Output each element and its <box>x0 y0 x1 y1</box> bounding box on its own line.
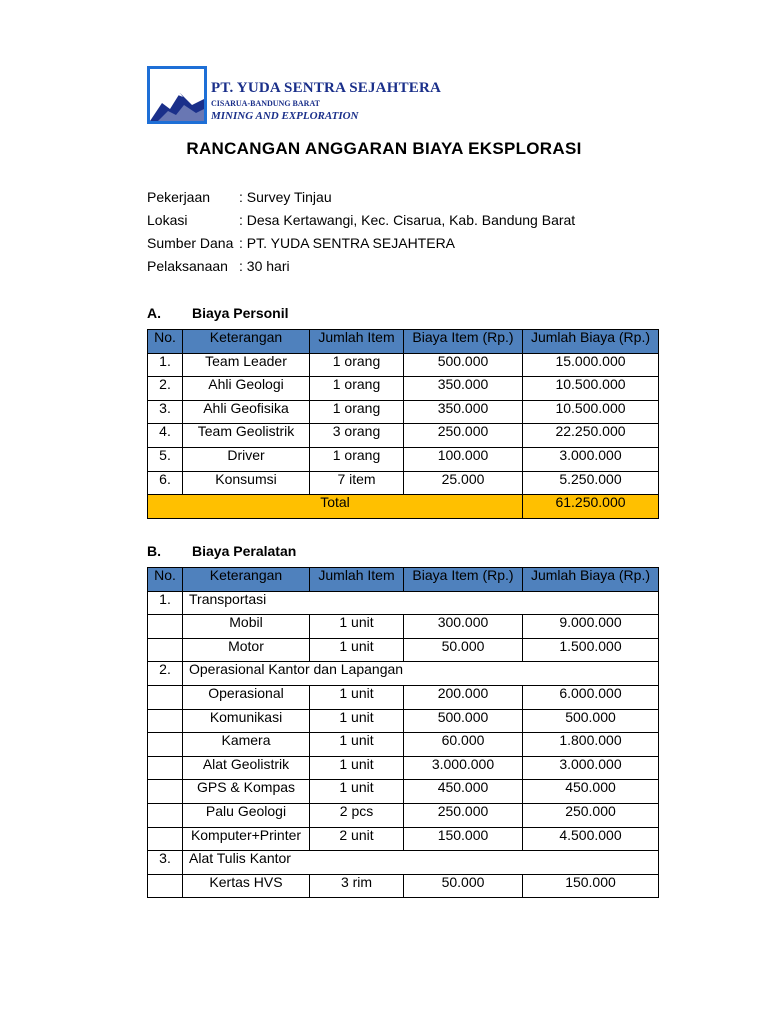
cell-jumlah-item: 1 orang <box>310 377 404 401</box>
group-label: Alat Tulis Kantor <box>183 851 659 875</box>
cell-jumlah-biaya: 150.000 <box>523 874 659 898</box>
group-row <box>148 591 659 615</box>
info-value: : PT. YUDA SENTRA SEJAHTERA <box>239 235 456 251</box>
cell-biaya-item: 3.000.000 <box>404 756 523 780</box>
cell-biaya-item: 350.000 <box>404 377 523 401</box>
cell-keterangan: Kertas HVS <box>183 874 310 898</box>
section-b-heading <box>147 543 296 559</box>
info-row-sumber-dana <box>147 235 575 258</box>
cell-no <box>148 709 183 733</box>
cell-jumlah-biaya: 500.000 <box>523 709 659 733</box>
cell-jumlah-item: 3 orang <box>310 424 404 448</box>
cell-no: 5. <box>148 447 183 471</box>
header-cell: Keterangan <box>183 330 310 354</box>
table-row <box>148 874 659 898</box>
group-row <box>148 851 659 875</box>
cell-no <box>148 615 183 639</box>
cell-keterangan: Kamera <box>183 733 310 757</box>
info-label: Sumber Dana <box>147 235 234 251</box>
section-title: Biaya Personil <box>192 305 289 321</box>
cell-jumlah-item: 1 orang <box>310 400 404 424</box>
cell-jumlah-biaya: 5.250.000 <box>523 471 659 495</box>
table-row <box>148 780 659 804</box>
table-row <box>148 615 659 639</box>
cell-biaya-item: 500.000 <box>404 353 523 377</box>
cell-biaya-item: 50.000 <box>404 874 523 898</box>
total-value: 61.250.000 <box>523 495 659 519</box>
cell-jumlah-item: 1 orang <box>310 353 404 377</box>
cell-keterangan: Ahli Geofisika <box>183 400 310 424</box>
cell-keterangan: GPS & Kompas <box>183 780 310 804</box>
cell-keterangan: Konsumsi <box>183 471 310 495</box>
table-row <box>148 400 659 424</box>
cell-jumlah-biaya: 9.000.000 <box>523 615 659 639</box>
cell-biaya-item: 60.000 <box>404 733 523 757</box>
cell-keterangan: Alat Geolistrik <box>183 756 310 780</box>
cell-jumlah-item: 2 unit <box>310 827 404 851</box>
cell-jumlah-biaya: 1.800.000 <box>523 733 659 757</box>
table-row <box>148 447 659 471</box>
info-label: Pelaksanaan <box>147 258 228 274</box>
equipment-cost-table <box>147 567 659 898</box>
company-location: CISARUA-BANDUNG BARAT <box>211 99 320 108</box>
header-cell: Jumlah Biaya (Rp.) <box>523 568 659 592</box>
cell-biaya-item: 150.000 <box>404 827 523 851</box>
cell-keterangan: Team Geolistrik <box>183 424 310 448</box>
cell-no <box>148 827 183 851</box>
cell-biaya-item: 300.000 <box>404 615 523 639</box>
cell-jumlah-item: 1 unit <box>310 638 404 662</box>
header-cell: Jumlah Biaya (Rp.) <box>523 330 659 354</box>
cell-keterangan: Team Leader <box>183 353 310 377</box>
info-value: : 30 hari <box>239 258 290 274</box>
table-row <box>148 685 659 709</box>
cell-biaya-item: 350.000 <box>404 400 523 424</box>
header-cell: Jumlah Item <box>310 330 404 354</box>
header-cell: No. <box>148 330 183 354</box>
cell-biaya-item: 500.000 <box>404 709 523 733</box>
table-row <box>148 353 659 377</box>
table-header-row <box>148 568 659 592</box>
header-cell: No. <box>148 568 183 592</box>
cell-no <box>148 780 183 804</box>
cell-no <box>148 685 183 709</box>
header-cell: Biaya Item (Rp.) <box>404 330 523 354</box>
table-row <box>148 424 659 448</box>
cell-no: 6. <box>148 471 183 495</box>
cell-keterangan: Driver <box>183 447 310 471</box>
group-label: Transportasi <box>183 591 659 615</box>
cell-no: 4. <box>148 424 183 448</box>
cell-jumlah-biaya: 22.250.000 <box>523 424 659 448</box>
table-row <box>148 827 659 851</box>
cell-keterangan: Palu Geologi <box>183 803 310 827</box>
info-label: Lokasi <box>147 212 188 228</box>
cell-jumlah-biaya: 4.500.000 <box>523 827 659 851</box>
section-letter: A. <box>147 305 161 321</box>
info-row-lokasi <box>147 212 575 235</box>
cell-no: 3. <box>148 851 183 875</box>
cell-jumlah-biaya: 3.000.000 <box>523 447 659 471</box>
group-label: Operasional Kantor dan Lapangan <box>183 662 659 686</box>
cell-keterangan: Operasional <box>183 685 310 709</box>
cell-jumlah-biaya: 3.000.000 <box>523 756 659 780</box>
personnel-cost-table <box>147 329 659 519</box>
cell-jumlah-item: 1 unit <box>310 756 404 780</box>
group-row <box>148 662 659 686</box>
cell-biaya-item: 50.000 <box>404 638 523 662</box>
cell-jumlah-biaya: 10.500.000 <box>523 377 659 401</box>
table-row <box>148 377 659 401</box>
cell-biaya-item: 200.000 <box>404 685 523 709</box>
table-row <box>148 803 659 827</box>
cell-jumlah-biaya: 15.000.000 <box>523 353 659 377</box>
cell-biaya-item: 25.000 <box>404 471 523 495</box>
total-label: Total <box>148 495 523 519</box>
cell-keterangan: Mobil <box>183 615 310 639</box>
info-row-pelaksanaan <box>147 258 575 281</box>
cell-no <box>148 638 183 662</box>
cell-keterangan: Ahli Geologi <box>183 377 310 401</box>
cell-keterangan: Komputer+Printer <box>183 827 310 851</box>
cell-jumlah-item: 1 unit <box>310 733 404 757</box>
cell-jumlah-item: 1 unit <box>310 615 404 639</box>
table-header-row <box>148 330 659 354</box>
cell-no: 1. <box>148 353 183 377</box>
cell-biaya-item: 450.000 <box>404 780 523 804</box>
cell-jumlah-item: 2 pcs <box>310 803 404 827</box>
cell-jumlah-biaya: 450.000 <box>523 780 659 804</box>
cell-jumlah-item: 7 item <box>310 471 404 495</box>
cell-jumlah-item: 1 unit <box>310 709 404 733</box>
header-cell: Keterangan <box>183 568 310 592</box>
cell-no: 3. <box>148 400 183 424</box>
table-row <box>148 733 659 757</box>
info-label: Pekerjaan <box>147 189 211 205</box>
table-row <box>148 709 659 733</box>
table-row <box>148 638 659 662</box>
cell-jumlah-item: 1 orang <box>310 447 404 471</box>
header-cell: Biaya Item (Rp.) <box>404 568 523 592</box>
cell-no <box>148 756 183 780</box>
cell-jumlah-biaya: 10.500.000 <box>523 400 659 424</box>
cell-jumlah-item: 1 unit <box>310 780 404 804</box>
cell-no <box>148 803 183 827</box>
cell-keterangan: Komunikasi <box>183 709 310 733</box>
cell-jumlah-biaya: 250.000 <box>523 803 659 827</box>
project-info <box>147 189 575 281</box>
cell-jumlah-biaya: 1.500.000 <box>523 638 659 662</box>
company-tagline: MINING AND EXPLORATION <box>211 110 359 122</box>
info-value: : Survey Tinjau <box>239 189 332 205</box>
info-row-pekerjaan <box>147 189 575 212</box>
table-row <box>148 756 659 780</box>
header-cell: Jumlah Item <box>310 568 404 592</box>
cell-biaya-item: 250.000 <box>404 803 523 827</box>
cell-no <box>148 874 183 898</box>
cell-jumlah-item: 1 unit <box>310 685 404 709</box>
table-row <box>148 471 659 495</box>
cell-no: 2. <box>148 377 183 401</box>
cell-keterangan: Motor <box>183 638 310 662</box>
mountain-logo-icon <box>147 66 207 124</box>
company-logo <box>147 66 442 126</box>
cell-no: 1. <box>148 591 183 615</box>
info-value: : Desa Kertawangi, Kec. Cisarua, Kab. Bandung Barat <box>239 212 576 228</box>
section-title: Biaya Peralatan <box>192 543 297 559</box>
cell-jumlah-item: 3 rim <box>310 874 404 898</box>
cell-biaya-item: 100.000 <box>404 447 523 471</box>
total-row <box>148 495 659 519</box>
cell-no: 2. <box>148 662 183 686</box>
section-letter: B. <box>147 543 161 559</box>
section-a-heading <box>147 305 289 321</box>
document-title: RANCANGAN ANGGARAN BIAYA EKSPLORASI <box>186 139 582 158</box>
company-name: PT. YUDA SENTRA SEJAHTERA <box>211 80 442 96</box>
cell-biaya-item: 250.000 <box>404 424 523 448</box>
cell-jumlah-biaya: 6.000.000 <box>523 685 659 709</box>
cell-no <box>148 733 183 757</box>
